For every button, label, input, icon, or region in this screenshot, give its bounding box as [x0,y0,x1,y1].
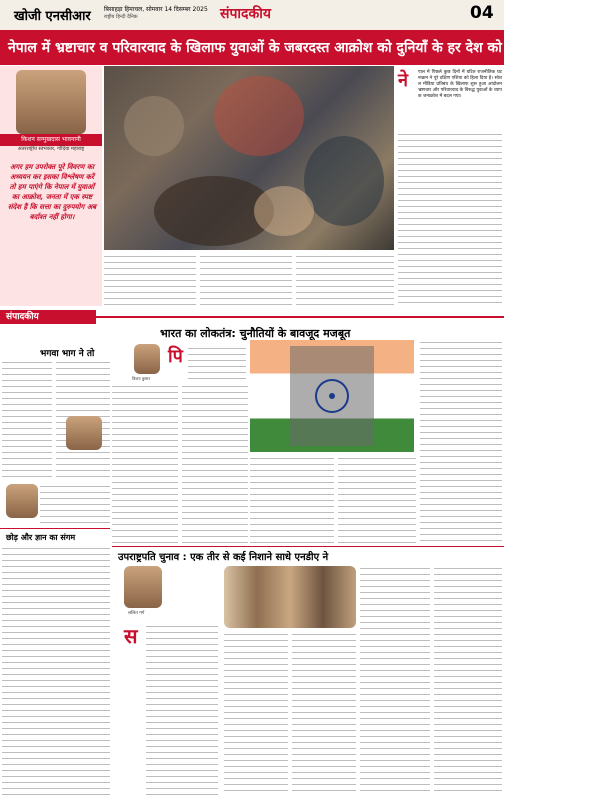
editorial2-col5 [420,340,502,544]
lead-headline: नेपाल में भ्रष्टाचार व परिवारवाद के खिलाफ युवाओं के जबरदस्त आक्रोश को दुनियाँ के हर देश को संज्ञान में लेना जरूरी [8,40,611,56]
editorial3-col3 [292,632,356,796]
lead-body-col2b [296,254,394,306]
column1-photo [66,416,102,450]
issue-date: बिसाहड़ा हिमाचल, सोमवार 14 दिसम्बर 2025 [104,6,208,13]
editorial2-drop-cap: पि [168,346,183,367]
ashoka-emblem-icon [250,340,414,452]
column1-headline: भगवा भाग ने तो [40,349,95,359]
section-title: संपादकीय [220,6,271,22]
editorial3-col4 [360,566,430,796]
column1-text-c [40,484,110,524]
section-rule [96,316,504,318]
protest-photo [104,66,394,250]
section-label: संपादकीय [0,310,96,324]
author-photo [16,70,86,134]
lead-drop-cap: ने [398,70,408,91]
lead-body-col3 [398,132,502,306]
author-role: अंतरराष्ट्रीय स्तंभकार, गोंदिया महाराष्ट्र [17,146,85,152]
editorial3-col2 [224,632,288,796]
column2-text [2,546,110,796]
column1-text-a [2,360,52,480]
editorial3-drop-cap: स [124,624,138,648]
editorial3-headline: उपराष्ट्रपति चुनाव : एक तीर से कई निशाने साधे एनडीए ने [118,552,329,563]
editorial2-col2 [182,384,248,544]
editorial2-author: विजय कुमार [132,376,150,381]
editorial2-col1 [112,384,178,544]
editorial3-col5 [434,566,502,796]
editorial2-author-photo [134,344,160,374]
editorial2-text-intro [188,346,246,382]
editorial2-col4 [338,456,416,544]
editorial3-col1 [146,624,218,796]
pull-quote: अगर हम उपरोक्त पूरे विवरण का अध्ययन कर इसका विश्लेषण करें तो हम पाएंगे कि नेपाल में युवाओं का आक्रोश, जनता में एक स्पष्ट संदेश है कि सत्ता का दुरुपयोग अब बर्दाश्त नहीं होगा। [7,163,97,221]
author-name: किशन सन्मुखदास भावनानी [0,134,102,146]
flag-emblem-photo [250,340,414,452]
editorial3-group-photo [224,566,356,628]
page-number: 04 [470,3,494,23]
editorial3-author: ललित गर्ग [128,611,145,616]
editorial2-col3 [250,456,334,544]
editorial3-rule [112,546,504,547]
lead-body-col2 [200,254,292,306]
editorial3-author-photo [124,566,162,608]
lead-headline-band [0,31,611,65]
paper-name: खोजी एनसीआर [14,9,91,24]
masthead [0,0,504,32]
issue-meta: राष्ट्रीय हिन्दी दैनिक [104,14,138,20]
column2-rule [0,528,110,529]
lead-body-intro: पाल में पिछले कुछ दिनों में घटित राजनीतिक घटनाक्रम ने पूरे दक्षिण एशिया को हिला दिया है। सोशल मीडिया प्रतिबंध के खिलाफ शुरू हुआ आंदोलन भ्रष्टाचार और परिवारवाद के विरुद्ध युवाओं के व्यापक जनाक्रोश में बदल गया। [418,70,502,99]
lead-body-col1 [104,254,196,306]
column2-headline: छोड़ और ज्ञान का संगम [6,533,76,542]
editorial2-headline: भारत का लोकतंत्र: चुनौतियों के बावजूद मजबूत [160,327,351,340]
column1-photo2 [6,484,38,518]
